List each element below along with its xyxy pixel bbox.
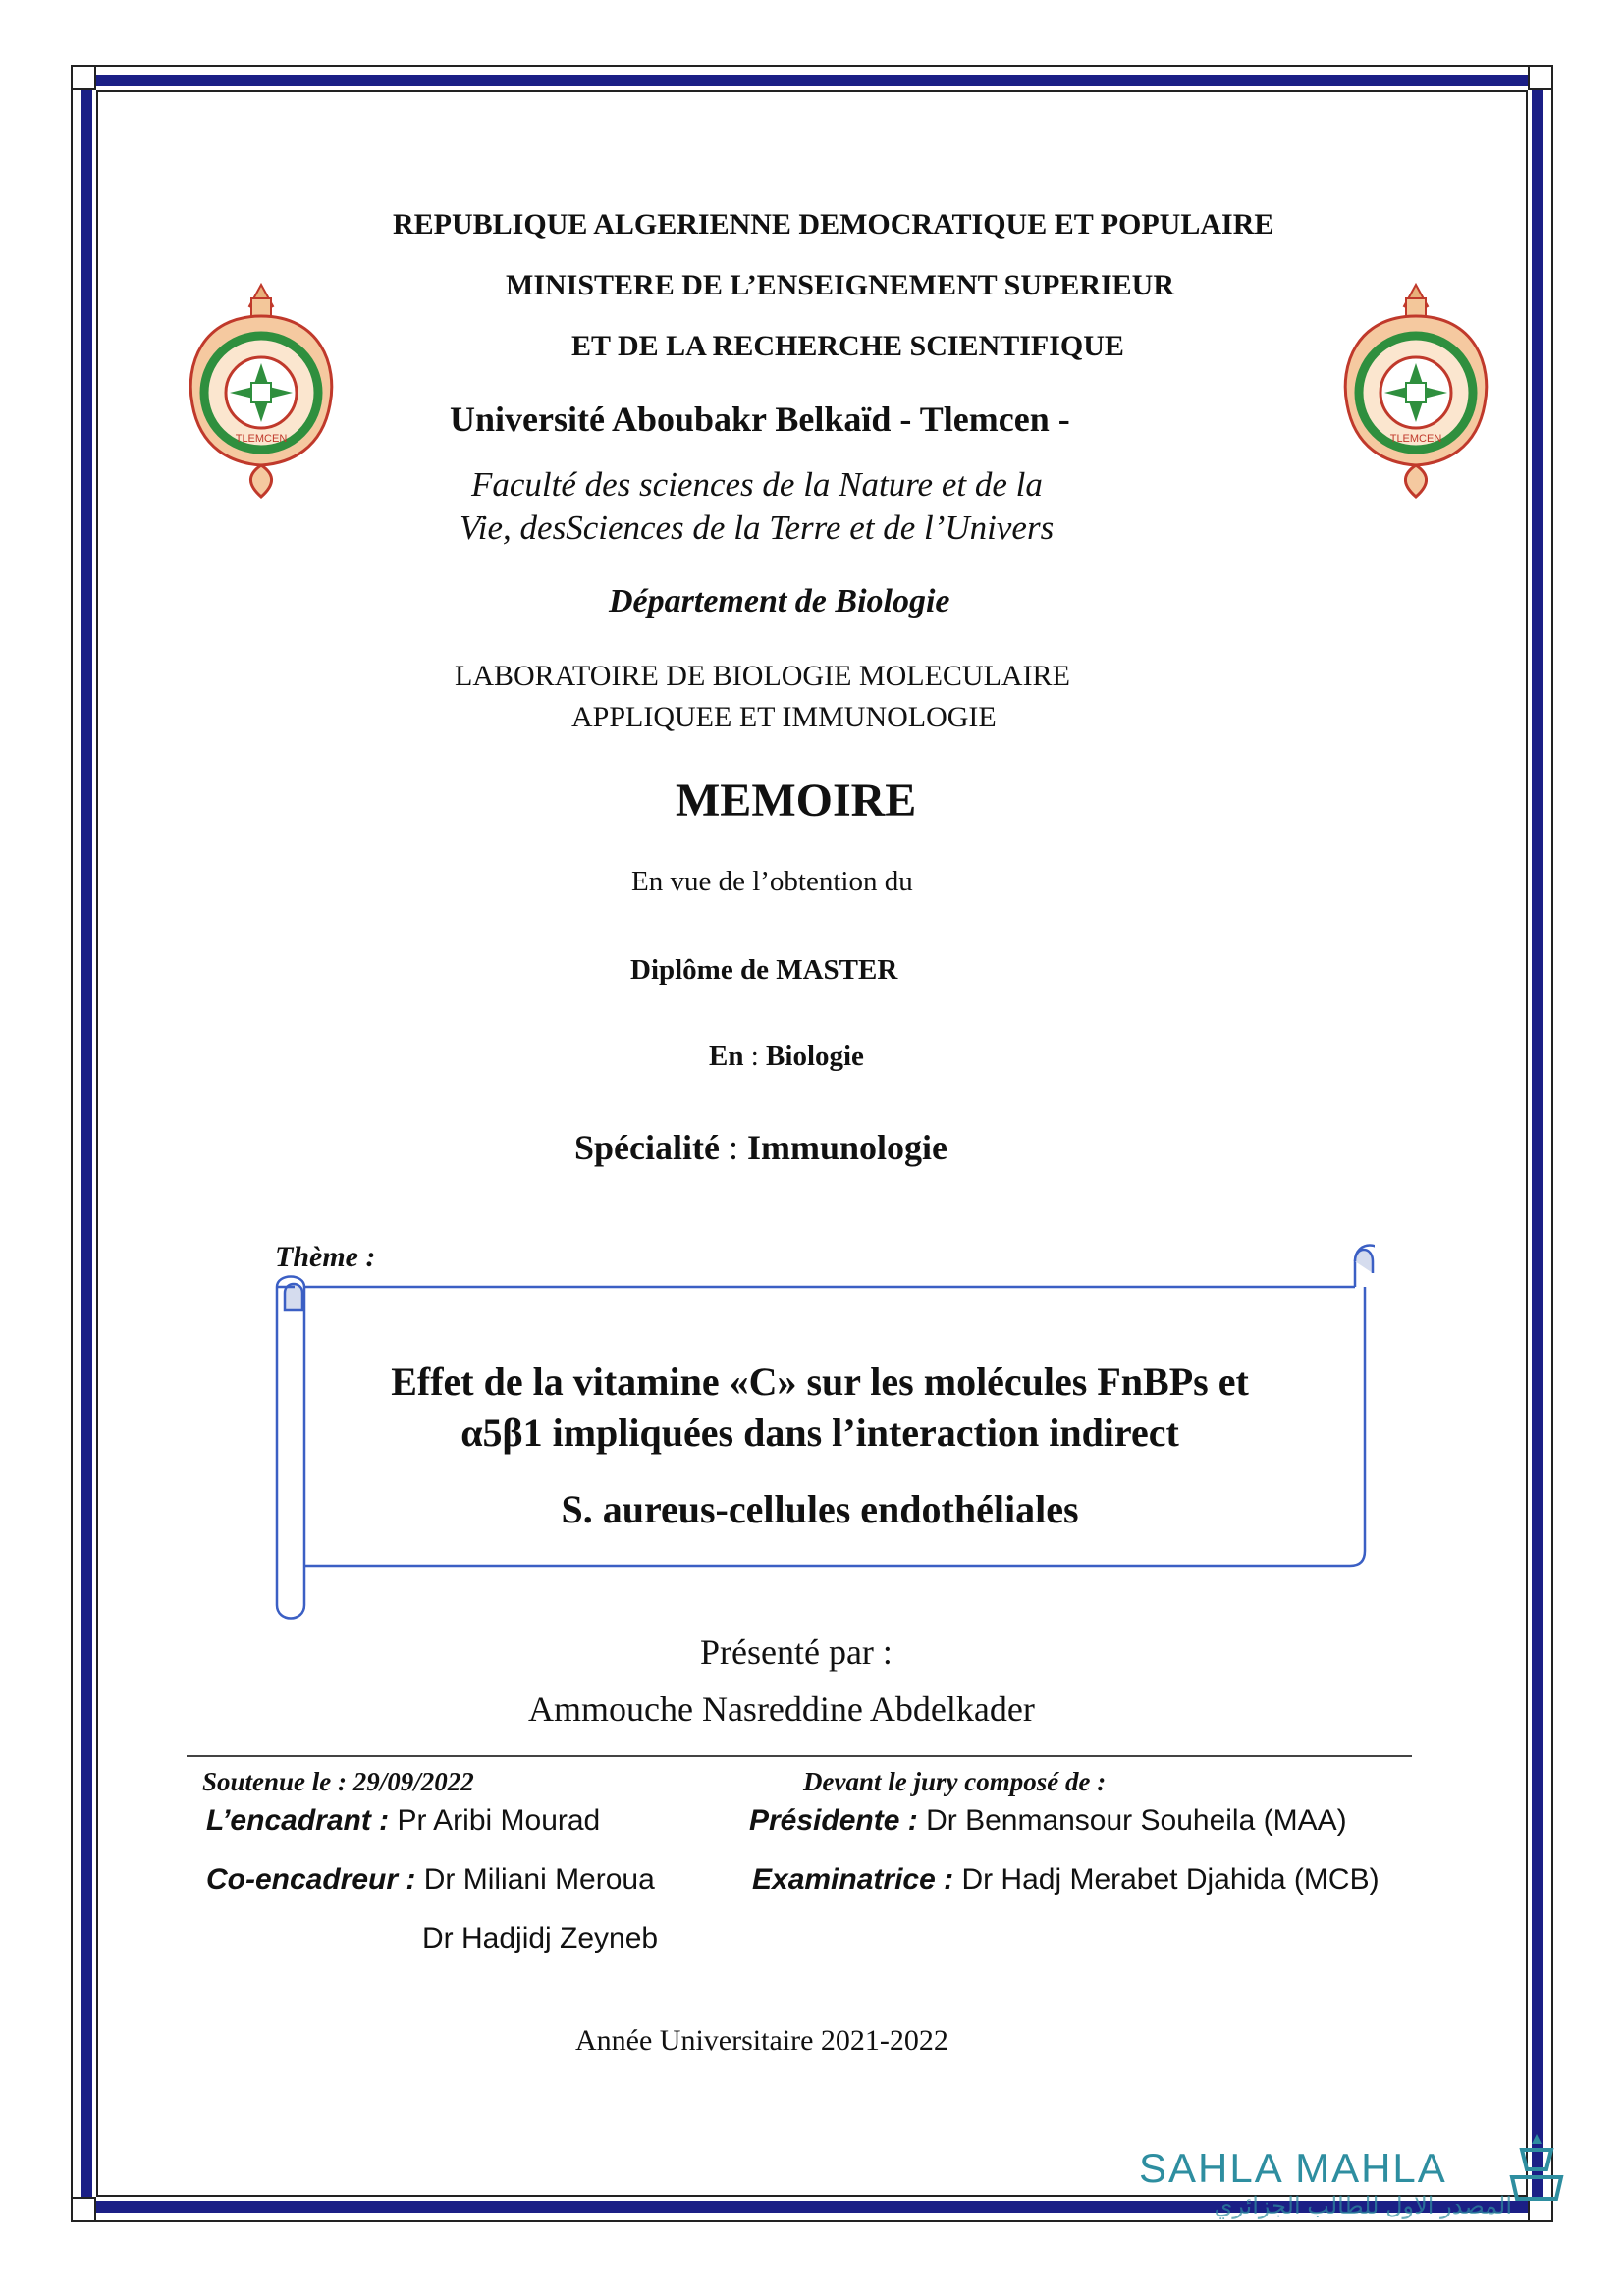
university-logo-left <box>183 277 340 503</box>
president-name: Dr Benmansour Souheila (MAA) <box>926 1804 1347 1837</box>
supervisor-label: L’encadrant : <box>206 1804 390 1837</box>
president-row <box>749 1804 1347 1838</box>
header-research: ET DE LA RECHERCHE SCIENTIFIQUE <box>571 330 1124 362</box>
specialty-label: Spécialité <box>574 1128 720 1167</box>
defense-date: Soutenue le : 29/09/2022 <box>202 1767 474 1796</box>
faculty-line2: Vie, desSciences de la Terre et de l’Univers <box>460 508 1055 547</box>
presenter-name: Ammouche Nasreddine Abdelkader <box>528 1689 1035 1729</box>
department-name: Département de Biologie <box>609 583 950 619</box>
examiner-name: Dr Hadj Merabet Djahida (MCB) <box>961 1863 1380 1896</box>
cosupervisor-label: Co-encadreur : <box>206 1863 416 1896</box>
border-corner <box>71 65 96 90</box>
examiner-label: Examinatrice : <box>752 1863 954 1896</box>
supervisor-name: Pr Aribi Mourad <box>397 1804 601 1837</box>
border-corner <box>1528 65 1553 90</box>
university-logo-right <box>1337 277 1494 503</box>
theme-title-line2: α5β1 impliquées dans l’interaction indirect <box>460 1411 1179 1455</box>
header-republic: REPUBLIQUE ALGERIENNE DEMOCRATIQUE ET POPULAIRE <box>393 208 1274 240</box>
border-corner <box>71 2197 96 2222</box>
field-value: Biologie <box>766 1041 864 1072</box>
watermark <box>1139 2145 1512 2220</box>
theme-label: Thème : <box>275 1241 376 1273</box>
svg-text:TLEMCEN: TLEMCEN <box>235 433 288 445</box>
theme-title-line1: Effet de la vitamine «C» sur les molécules FnBPs et <box>391 1360 1249 1404</box>
cosupervisor-name1: Dr Miliani Meroua <box>423 1863 655 1896</box>
president-label: Présidente : <box>749 1804 918 1837</box>
diploma-label: Diplôme de MASTER <box>630 954 898 986</box>
cosupervisor-row <box>206 1863 655 1896</box>
academic-year: Année Universitaire 2021-2022 <box>575 2024 948 2056</box>
theme-title-line3: S. aureus-cellules endothéliales <box>561 1487 1079 1531</box>
header-ministry: MINISTERE DE L’ENSEIGNEMENT SUPERIEUR <box>506 269 1175 301</box>
watermark-brand: SAHLA MAHLA <box>1139 2145 1447 2191</box>
field-label: En <box>709 1041 744 1072</box>
memoire-title: MEMOIRE <box>676 774 917 827</box>
specialty-separator: : <box>728 1128 738 1167</box>
svg-text:TLEMCEN: TLEMCEN <box>1389 433 1442 445</box>
lab-line1: LABORATOIRE DE BIOLOGIE MOLECULAIRE <box>455 660 1070 692</box>
cosupervisor-name2: Dr Hadjidj Zeyneb <box>422 1922 659 1954</box>
university-name: Université Aboubakr Belkaïd - Tlemcen - <box>450 400 1070 439</box>
watermark-logo-icon <box>1502 2130 1571 2209</box>
faculty-line1: Faculté des sciences de la Nature et de la <box>471 465 1043 504</box>
watermark-tagline: المصدر الاول للطالب الجزائري <box>1214 2193 1512 2219</box>
examiner-row <box>752 1863 1380 1896</box>
jury-title: Devant le jury composé de : <box>803 1767 1107 1796</box>
supervisor-row <box>206 1804 600 1838</box>
memoire-subtitle: En vue de l’obtention du <box>631 866 913 897</box>
specialty-value: Immunologie <box>747 1128 948 1167</box>
lab-line2: APPLIQUEE ET IMMUNOLOGIE <box>571 701 997 733</box>
field-line <box>709 1041 864 1073</box>
field-separator: : <box>750 1041 759 1072</box>
presenter-label: Présenté par : <box>700 1632 893 1672</box>
specialty-line <box>574 1127 947 1168</box>
jury-divider <box>187 1755 1412 1757</box>
